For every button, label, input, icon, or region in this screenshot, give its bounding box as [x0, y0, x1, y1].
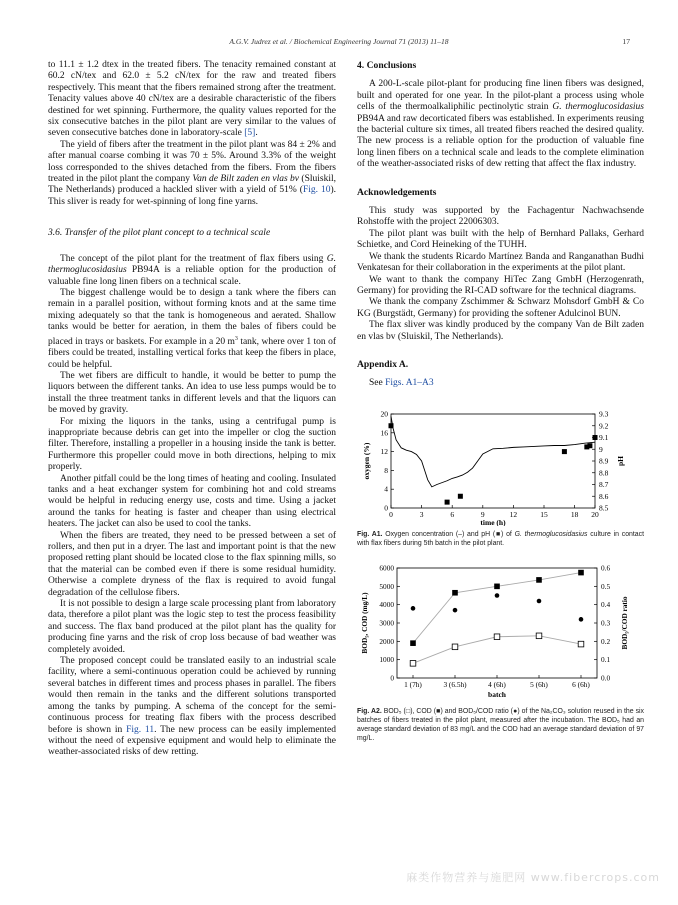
ratio-point: [537, 599, 542, 604]
x-tick-label: 9: [480, 509, 485, 519]
figure-link[interactable]: Fig. 11: [126, 724, 155, 735]
y2-axis-label: BOD₅/COD ratio: [620, 596, 629, 650]
bod-point: [578, 641, 584, 647]
y-tick-label: 2000: [379, 636, 394, 646]
paragraph: The proposed concept could be translated easily to an industrial scale facility, where a semi-continuous operation could be achieved by running several batches in different times and process phases in parallel. The fibers would then remain in the tanks and the different solutions transported among the tanks by pumping. A schema of the concept for the semi-continuous process for treating flax fibers with the process described before is shown in Fig. 11. The new process can be easily implemented without the need of expensive equipment and would help to eliminate the weather-associated risks of dew retting.: [48, 656, 336, 758]
y-tick-label: 20: [380, 409, 388, 419]
ratio-point: [453, 608, 458, 613]
paragraph: It is not possible to design a large scale processing plant from laboratory data, therefore a pilot plant was the logic step to test the process feasibility and success. The flax band produced at the pilot plant has the quality for producing fine yarns and the risk of crop loss because of bad weather was completely avoided.: [48, 599, 336, 655]
section-heading: Acknowledgements: [357, 186, 437, 198]
y-axis-label: BOD₅, COD (mg/L): [360, 592, 369, 654]
y2-tick-label: 8.5: [599, 503, 609, 513]
x-axis-label: batch: [488, 690, 506, 700]
y2-tick-label: 0.1: [601, 655, 611, 665]
paragraph: The biggest challenge would be to design a tank where the fibers can remain in a parallel position, without forming knots and at the same time mixing adequately so that the tank is homogeneous and aerated. Shallow tanks would be better for aeration, in them the bales of fibers could be placed in trays or baskets. For example in a 20 $m^3$ tank, where over 1 ton of fibers could be treated, installing vertical forks that keep the fibers in place, could be helpful.: [48, 287, 337, 370]
figure-caption: Fig. A2. BOD₅ (□), COD (■) and BOD₅/COD ratio (●) of the Na₂CO₃ solution reused in the six batches of fibers treated in the pilot plant, measured after the incubation. The BOD₅ had an average standard deviation of 83 mg/L and the COD had an average standard deviation of 97 mg/L.: [357, 707, 644, 742]
cod-point: [578, 570, 584, 576]
left-column: [48, 60, 336, 759]
ph-point: [562, 449, 567, 454]
watermark: 麻类作物营养与施肥网 www.fibercrops.com: [406, 871, 660, 884]
y-tick-label: 0: [384, 503, 388, 513]
y-tick-label: 4: [384, 484, 388, 494]
paragraph: When the fibers are treated, they need to be pressed between a set of rollers, and then put in a dryer. The last and important point is that the new proposed retting plant should be located close to the flax spinning mills, so that the material can be combed even if there is some residual humidity. Otherwise a complete dryness of the flax is required to avoid fungal degradation of the cellulose fibers.: [48, 530, 336, 598]
paragraph: We want to thank the company HiTec Zang GmbH (Herzogenrath, Germany) for providing the RI-CAD software for the technical diagrams.: [357, 274, 644, 296]
x-tick-label: 0: [389, 509, 393, 519]
x-tick-label: 18: [570, 509, 579, 519]
y-tick-label: 12: [380, 446, 388, 456]
cod-point: [452, 590, 458, 596]
ph-point: [445, 499, 450, 504]
x-tick-label: 15: [540, 509, 548, 519]
y2-tick-label: 8.9: [599, 456, 609, 466]
y-tick-label: 3000: [379, 618, 394, 628]
paragraph: to 11.1 ± 1.2 dtex in the treated fibers. The tenacity remained constant at 60.2 cN/tex and 62.0 ± 5.2 cN/tex for the raw and treated fibers respectively. This meant that the fibers remained strong after the treatment. Tenacity values above 40 cN/tex are a desirable characteristic of the fibers destined for wet spinning. Furthermore, the quality values reported for the six consecutive batches in the pilot plant are very similar to the values of seven consecutive batches done in laboratory-scale [5].: [48, 60, 336, 139]
figure-link[interactable]: Figs. A1–A3: [385, 378, 434, 389]
y2-tick-label: 0.5: [601, 581, 611, 591]
x-tick-label: 3: [419, 509, 424, 519]
cod-point: [494, 584, 500, 590]
y2-tick-label: 8.8: [599, 468, 609, 477]
x-tick-label: 6: [450, 509, 455, 519]
paragraph: We thank the students Ricardo Martínez Banda and Ranganathan Budhi Venkatesan for their collaboration in the experiments at the pilot plant.: [357, 251, 644, 274]
paragraph: Another pitfall could be the long times of heating and cooling. Insulated tanks and a heat exchanger system for combining hot and cold streams would be helpful in reducing energy use, costs and time. Using a jacket around the tanks for heating is faster and cheaper than using electrical heaters. The jacket can also be used to cool the tanks.: [48, 473, 336, 530]
ratio-point: [579, 617, 584, 622]
paragraph: The flax sliver was kindly produced by the company Van de Bilt zaden en vlas bv (Sluiskil, The Netherlands).: [357, 320, 644, 342]
figure-caption: Fig. A1. Oxygen concentration (–) and pH (■) of G. thermoglucosidasius culture in contact with flax fibers during 5th batch in the pilot plant.: [357, 531, 644, 548]
x-tick-label: 3 (6.5h): [443, 680, 467, 690]
ph-point: [389, 423, 394, 428]
y2-tick-label: 0.4: [601, 600, 611, 610]
y-tick-label: 8: [384, 465, 388, 475]
y2-tick-label: 0.0: [601, 673, 611, 683]
x-tick-label: 1 (7h): [404, 680, 422, 690]
y2-tick-label: 9.1: [599, 432, 609, 442]
ratio-point: [495, 593, 500, 598]
y-tick-label: 16: [380, 428, 388, 438]
paragraph: The concept of the pilot plant for the treatment of flax fibers using G. thermoglucosidasius PB94A is a reliable option for the production of valuable fine long linen fibers on a technical scale.: [48, 253, 336, 287]
x-axis-label: time (h): [480, 517, 506, 526]
x-tick-label: 12: [509, 509, 518, 519]
x-tick-label: 20: [591, 509, 599, 519]
figure-a1: [357, 404, 644, 548]
x-tick-label: 4 (6h): [488, 680, 506, 690]
running-header: A.G.V. Judrez et al. / Biochemical Engineering Journal 71 (2013) 11–18: [229, 37, 449, 46]
y-tick-label: 5000: [379, 581, 394, 591]
x-tick-label: 6 (6h): [572, 680, 590, 690]
paragraph: The wet fibers are difficult to handle, it would be better to pump the liquors between the different tanks. An idea to use less pumps would be to install the three treatment tanks in different levels and that the liquors can be moved by gravity.: [48, 370, 336, 416]
y2-tick-label: 0.3: [601, 618, 611, 628]
citation-link[interactable]: [5]: [244, 128, 256, 139]
figure-a2: [357, 560, 644, 742]
cod-series-line: [413, 573, 581, 644]
ph-point: [593, 435, 598, 440]
page-number: 17: [622, 37, 630, 46]
chart-a1: [357, 404, 644, 526]
figure-link[interactable]: Fig. 10: [302, 185, 331, 196]
section-heading: 3.6. Transfer of the pilot plant concept to a technical scale: [48, 228, 271, 239]
cod-point: [410, 641, 416, 647]
y2-tick-label: 9: [599, 444, 603, 454]
bod-point: [536, 633, 542, 639]
cod-point: [536, 577, 542, 583]
y-axis-label: oxygen (%): [362, 442, 371, 480]
y2-tick-label: 0.6: [601, 563, 611, 573]
y-tick-label: 0: [390, 673, 394, 683]
y2-tick-label: 8.7: [599, 479, 609, 489]
paragraph: A 200-L-scale pilot-plant for producing fine linen fibers was designed, built and operated for one year. In the pilot-plant a process using whole cells of the thermoalkaliphilic pectinolytic strain G. thermoglucosidasius PB94A and raw decorticated fibers was established. In experiments reusing the bacterial culture six times, all treated fibers reached the desired quality. The new process is a reliable option for the production of valuable fine long linen fibers on a technical scale and leads to the complete elimination of the weather-associated risks of dew retting that affect the flax industry.: [357, 79, 645, 170]
y2-axis-label: pH: [616, 455, 625, 466]
paragraph: For mixing the liquors in the tanks, using a centrifugal pump is inappropriate because debris can get into the impeller or clog the suction filter. Therefore, installing a propeller in a housing inside the tank is better. Furthermore this propeller could move in both directions, helping to mix properly.: [48, 416, 336, 473]
y-tick-label: 4000: [379, 600, 394, 610]
right-column: [357, 60, 644, 743]
bod-series-line: [413, 636, 581, 664]
ph-point: [458, 494, 463, 499]
ph-point: [587, 443, 592, 448]
y-tick-label: 6000: [379, 563, 394, 573]
x-tick-label: 5 (6h): [530, 680, 548, 690]
paragraph: See Figs. A1–A3: [369, 378, 434, 389]
section-heading: 4. Conclusions: [357, 60, 417, 71]
paragraph: This study was supported by the Fachagentur Nachwachsende Rohstoffe with the project 22006303.: [357, 206, 644, 228]
y2-tick-label: 0.2: [601, 636, 611, 646]
paragraph: The yield of fibers after the treatment in the pilot plant was 84 ± 2% and after manual coarse combing it was 70 ± 5%. Around 3.3% of the weight loss corresponded to the shives detached from the fibers. From the fibers treated in the pilot plant the company Van de Bilt zaden en vlas bv (Sluiskil, The Netherlands) produced a hackled sliver with a yield of 51% (Fig. 10). This sliver is ready for wet-spinning of long fine yarns.: [48, 139, 336, 207]
y-tick-label: 1000: [379, 655, 394, 665]
y2-tick-label: 8.6: [599, 491, 609, 501]
paragraph: We thank the company Zschimmer & Schwarz Mohsdorf GmbH & Co KG (Burgstädt, Germany) for providing the softener Adulcinol BUN.: [357, 297, 644, 319]
ratio-point: [411, 606, 416, 611]
section-heading: Appendix A.: [357, 358, 409, 370]
bod-point: [452, 644, 458, 650]
bod-point: [494, 634, 500, 640]
bod-point: [410, 661, 416, 667]
y2-tick-label: 9.3: [599, 409, 609, 419]
chart-a2: [357, 560, 644, 702]
y2-tick-label: 9.2: [599, 421, 609, 430]
paragraph: The pilot plant was built with the help of Bernhard Pallaks, Gerhard Schietke, and Cord Heineking of the TUHH.: [357, 228, 644, 251]
